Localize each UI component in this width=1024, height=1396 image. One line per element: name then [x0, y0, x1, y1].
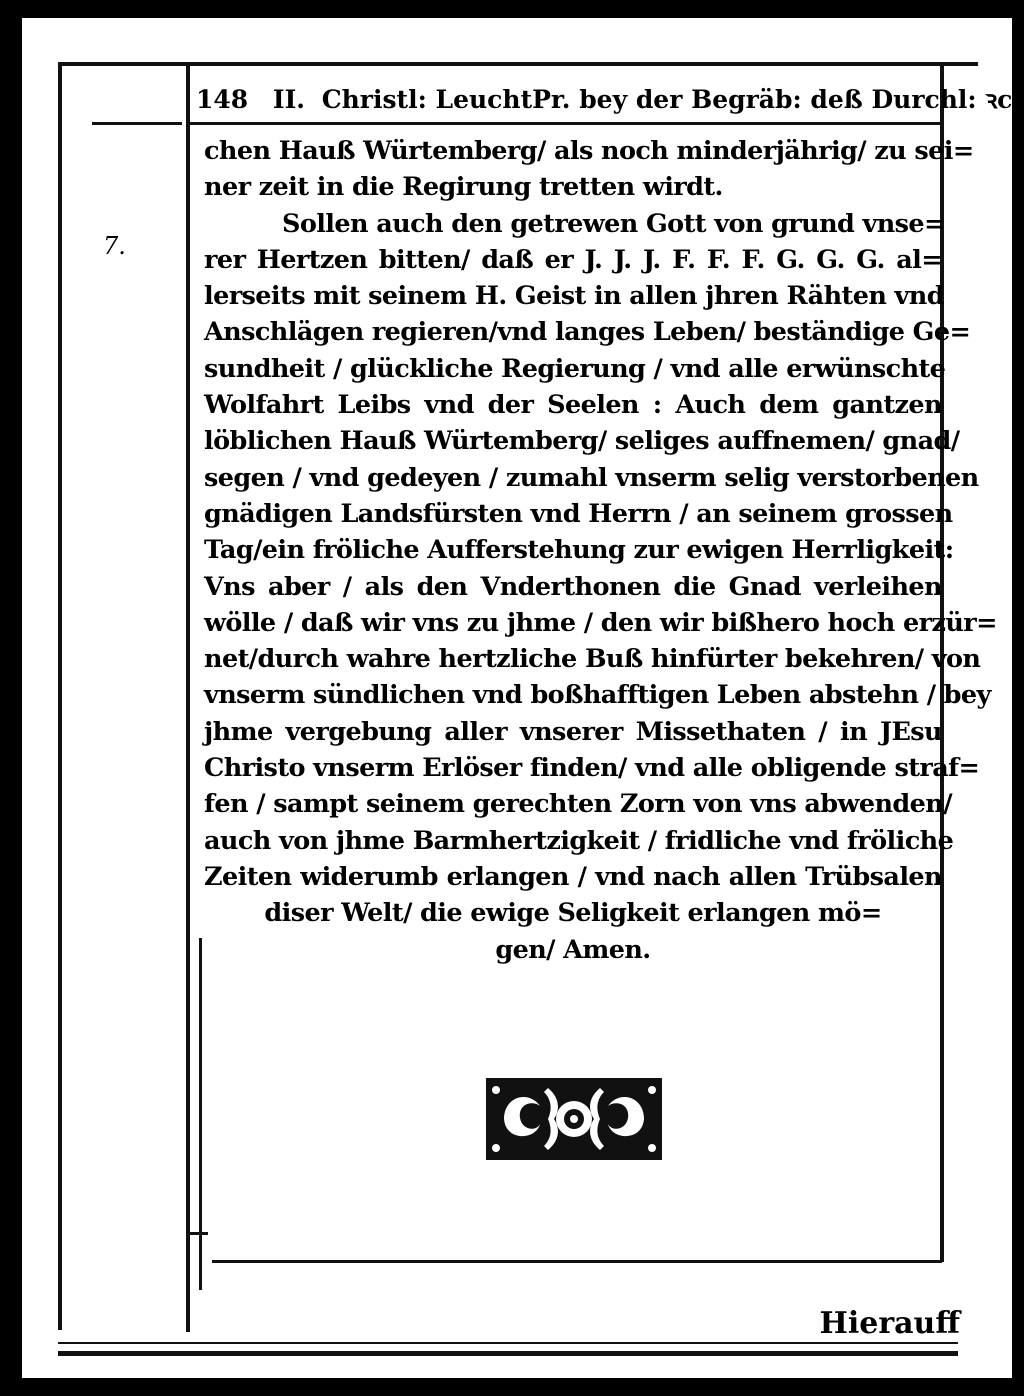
text-line: sundheit / glückliche Regierung / vnd alle erwünschte — [204, 353, 946, 384]
text-column-rule — [199, 938, 202, 1290]
text-line: jhme vergebung aller vnserer Missethaten / in JEsu — [204, 716, 942, 747]
bottom-text-rule — [212, 1260, 942, 1263]
margin-tick-rule — [186, 1232, 208, 1235]
text-line-closing: diser Welt/ die ewige Seligkeit erlangen mö= — [264, 898, 882, 929]
header-rule — [188, 122, 942, 125]
text-line: Zeiten widerumb erlangen / vnd nach allen Trübsalen — [204, 861, 942, 892]
text-line: chen Hauß Würtemberg/ als noch minderjährig/ zu sei= — [204, 136, 974, 166]
body-text — [204, 133, 997, 968]
margin-note-number: 7. — [103, 232, 126, 260]
page-number: 148 — [196, 85, 249, 114]
text-line: segen / vnd gedeyen / zumahl vnserm selig verstorbenen — [204, 462, 979, 493]
text-line: vnserm sündlichen vnd boßhafftigen Leben abstehn / bey — [204, 680, 991, 711]
running-title: Christl: LeuchtPr. bey der Begräb: deß Durchl: ꝛc. — [321, 85, 1022, 114]
text-line: Anschlägen regieren/vnd langes Leben/ beständige Ge= — [204, 317, 971, 348]
text-line: Wolfahrt Leibs vnd der Seelen : Auch dem gantzen — [204, 390, 942, 421]
signature-mark: II. — [272, 85, 305, 114]
outer-left-rule — [58, 62, 62, 1330]
text-line: lerseits mit seinem H. Geist in allen jhren Rähten vnd — [204, 281, 944, 312]
fleuron-ornament-icon — [484, 1076, 664, 1162]
text-line: gnädigen Landsfürsten vnd Herrn / an seinem grossen — [204, 498, 953, 529]
text-line: net/durch wahre hertzliche Buß hinfürter bekehren/ von — [204, 644, 981, 675]
text-line: ner zeit in die Regirung tretten wirdt. — [204, 172, 723, 203]
text-line: Sollen auch den getrewen Gott von grund vnse= — [282, 208, 945, 239]
bottom-rule-secondary — [58, 1342, 958, 1344]
text-line: rer Hertzen bitten/ daß er J. J. J. F. F. F. G. G. G. al= — [204, 244, 942, 275]
running-header — [196, 78, 1022, 122]
text-line: auch von jhme Barmhertzigkeit / fridliche vnd fröliche — [204, 825, 954, 856]
text-line: fen / sampt seinem gerechten Zorn von vns abwenden/ — [204, 789, 952, 820]
bottom-rule — [58, 1351, 958, 1356]
margin-short-rule — [92, 122, 182, 125]
text-line: Vns aber / als den Vnderthonen die Gnad verleihen — [204, 571, 942, 602]
text-line: wölle / daß wir vns zu jhme / den wir bißhero hoch erzür= — [204, 607, 997, 638]
inner-column-rule — [186, 64, 190, 1332]
top-rule — [58, 62, 978, 66]
text-line: Christo vnserm Erlöser finden/ vnd alle obligende straf= — [204, 753, 980, 784]
catchword: Hierauff — [819, 1306, 960, 1341]
text-line: Tag/ein fröliche Aufferstehung zur ewigen Herrligkeit: — [204, 535, 954, 566]
text-line: löblichen Hauß Würtemberg/ seliges auffnemen/ gnad/ — [204, 426, 960, 457]
text-line-closing: gen/ Amen. — [495, 934, 651, 965]
